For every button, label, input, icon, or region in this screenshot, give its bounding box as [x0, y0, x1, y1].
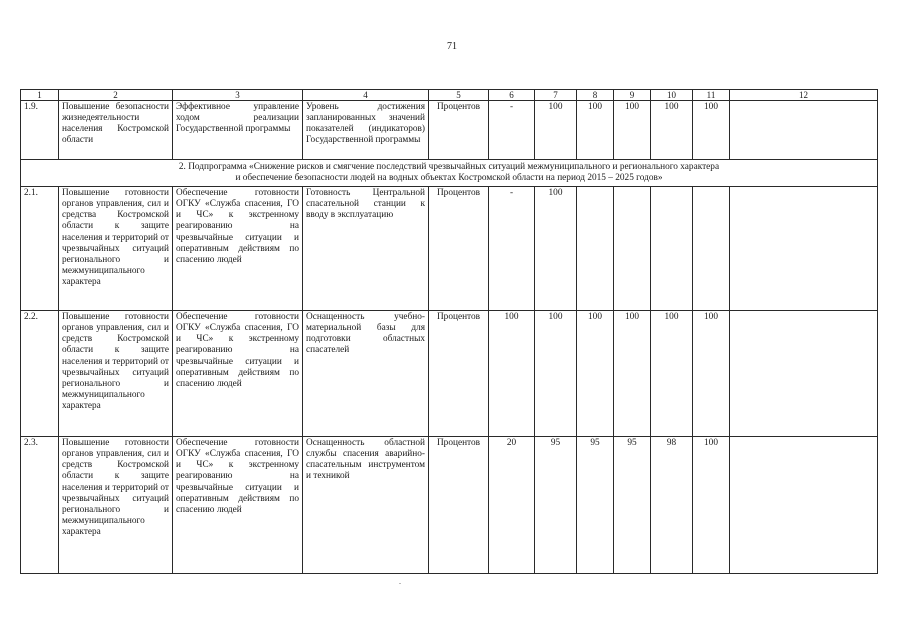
page-number: 71	[447, 41, 457, 52]
column-number: 11	[693, 90, 730, 101]
indicator-cell: Готовность Центральной спасательной станции к вводу в эксплуатацию	[303, 187, 429, 311]
value-cell: 100	[535, 101, 577, 160]
value-cell	[730, 101, 878, 160]
value-cell: 95	[535, 437, 577, 574]
value-cell: -	[489, 187, 535, 311]
column-number: 7	[535, 90, 577, 101]
value-cell: 100	[614, 101, 651, 160]
table-row	[21, 101, 878, 160]
value-cell	[614, 187, 651, 311]
goal-cell: Повышение безопасности жизнедеятельности населения Костромской области	[59, 101, 173, 160]
goal-cell: Повышение готовности органов управления, сил и средств Костромской области к защите населения и территорий от чрезвычайных ситуаций регионального и межмуниципального характера	[59, 437, 173, 574]
row-number: 2.3.	[21, 437, 59, 574]
column-number-row	[21, 90, 878, 101]
column-number: 6	[489, 90, 535, 101]
subprogram-title	[21, 160, 878, 187]
column-number: 5	[429, 90, 489, 101]
value-cell	[651, 187, 693, 311]
value-cell: -	[489, 101, 535, 160]
value-cell	[693, 187, 730, 311]
column-number: 3	[173, 90, 303, 101]
column-number: 10	[651, 90, 693, 101]
value-cell: 20	[489, 437, 535, 574]
value-cell: 100	[693, 311, 730, 437]
value-cell: 100	[693, 437, 730, 574]
subprogram-row	[21, 160, 878, 187]
task-cell: Обеспечение готовности ОГКУ «Служба спасения, ГО и ЧС» к экстренному реагированию на чрезвычайные ситуации и оперативным действиям по спасению людей	[173, 437, 303, 574]
row-number: 1.9.	[21, 101, 59, 160]
indicator-cell: Уровень достижения запланированных значений показателей (индикаторов) Государственной программы	[303, 101, 429, 160]
value-cell: 100	[489, 311, 535, 437]
value-cell: 98	[651, 437, 693, 574]
table-row	[21, 187, 878, 311]
value-cell: 100	[535, 311, 577, 437]
column-number: 2	[59, 90, 173, 101]
row-number: 2.1.	[21, 187, 59, 311]
task-cell: Обеспечение готовности ОГКУ «Служба спасения, ГО и ЧС» к экстренному реагированию на чрезвычайные ситуации и оперативным действиям по спасению людей	[173, 187, 303, 311]
value-cell	[730, 311, 878, 437]
column-number: 8	[577, 90, 614, 101]
subprogram-title-line: и обеспечение безопасности людей на водных объектах Костромской области на период 2015 – 2025 годов»	[235, 173, 663, 184]
value-cell	[730, 437, 878, 574]
task-cell: Обеспечение готовности ОГКУ «Служба спасения, ГО и ЧС» к экстренному реагированию на чрезвычайные ситуации и оперативным действиям по спасению людей	[173, 311, 303, 437]
unit-cell: Процентов	[429, 187, 489, 311]
value-cell: 95	[614, 437, 651, 574]
goal-cell: Повышение готовности органов управления, сил и средств Костромской области к защите населения и территорий от чрезвычайных ситуаций регионального и межмуниципального характера	[59, 311, 173, 437]
value-cell: 100	[693, 101, 730, 160]
indicator-cell: Оснащенность областной службы спасения аварийно-спасательным инструментом и техникой	[303, 437, 429, 574]
value-cell	[577, 187, 614, 311]
goal-cell: Повышение готовности органов управления, сил и средства Костромской области к защите населения и территорий от чрезвычайных ситуаций регионального и межмуниципального характера	[59, 187, 173, 311]
row-number: 2.2.	[21, 311, 59, 437]
column-number: 12	[730, 90, 878, 101]
value-cell	[730, 187, 878, 311]
subprogram-title-line: 2. Подпрограмма «Снижение рисков и смягчение последствий чрезвычайных ситуаций межмуниципального и регионального характера	[178, 162, 720, 172]
value-cell: 100	[651, 311, 693, 437]
indicators-table	[20, 89, 878, 574]
table-row	[21, 311, 878, 437]
task-cell: Эффективное управление ходом реализации Государственной программы	[173, 101, 303, 160]
unit-cell: Процентов	[429, 437, 489, 574]
value-cell: 100	[577, 101, 614, 160]
value-cell: 100	[535, 187, 577, 311]
column-number: 1	[21, 90, 59, 101]
value-cell: 100	[577, 311, 614, 437]
indicator-cell: Оснащенность учебно-материальной базы для подготовки областных спасателей	[303, 311, 429, 437]
value-cell: 100	[614, 311, 651, 437]
unit-cell: Процентов	[429, 311, 489, 437]
column-number: 4	[303, 90, 429, 101]
value-cell: 100	[651, 101, 693, 160]
value-cell: 95	[577, 437, 614, 574]
table-row	[21, 437, 878, 574]
column-number: 9	[614, 90, 651, 101]
unit-cell: Процентов	[429, 101, 489, 160]
scan-speck	[399, 583, 401, 584]
